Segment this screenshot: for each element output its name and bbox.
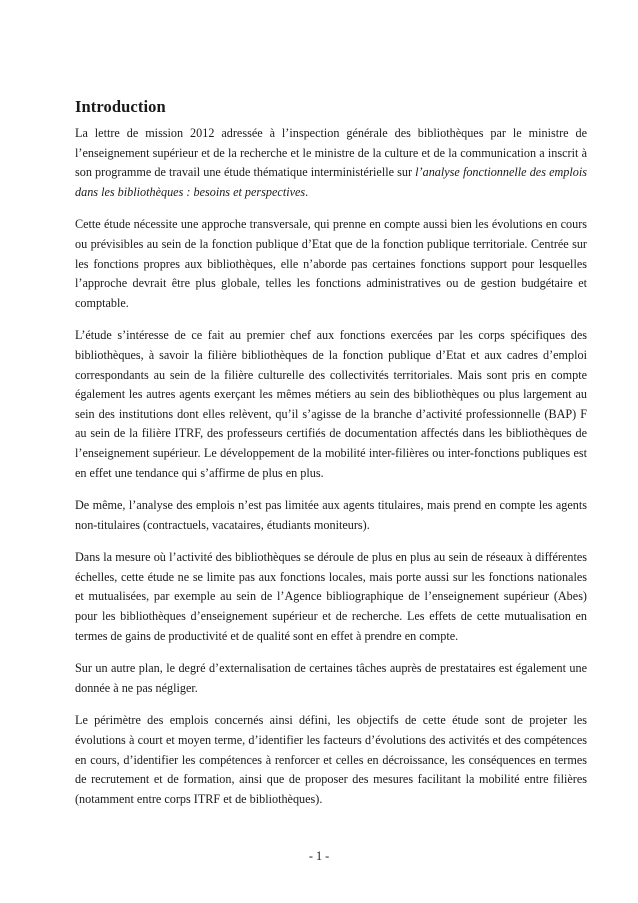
paragraph-5: Dans la mesure où l’activité des bibliothèques se déroule de plus en plus au sein de réseaux à différentes échelles, cette étude ne se limite pas aux fonctions locales, mais porte aussi sur les fonctions nationales et mutualisées, par exemple au sein de l’Agence bibliographique de l’enseignement supérieur (Abes) pour les bibliothèques d’enseignement supérieur et de recherche. Les effets de cette mutualisation en termes de gains de productivité et de qualité sont en effet à prendre en compte. <box>75 550 587 643</box>
paragraph-1-end: . <box>305 184 309 199</box>
paragraph-3: L’étude s’intéresse de ce fait au premier chef aux fonctions exercées par les corps spécifiques des bibliothèques, à savoir la filière bibliothèques de la fonction publique d’Etat et aux cadres d’emploi correspondants au sein de la filière culturelle des collectivités territoriales. Mais sont pris en compte également les autres agents exerçant les mêmes métiers au sein des bibliothèques ou plus largement au sein des institutions dont elles relèvent, qu’il s’agisse de la branche d’activité professionnelle (BAP) F au sein de la filière ITRF, des professeurs certifiés de documentation affectés dans les bibliothèques de l’enseignement supérieur. Le développement de la mobilité inter-filières ou inter-fonctions publiques est en effet une tendance qui s’affirme de plus en plus. <box>75 328 587 480</box>
study-title-italic: l’analyse fonctionnelle des emplois dans les bibliothèques : besoins et perspectives <box>75 165 587 199</box>
paragraph-4: De même, l’analyse des emplois n’est pas limitée aux agents titulaires, mais prend en compte les agents non-titulaires (contractuels, vacataires, étudiants moniteurs). <box>75 498 587 532</box>
paragraph-2: Cette étude nécessite une approche transversale, qui prenne en compte aussi bien les évolutions en cours ou prévisibles au sein de la fonction publique d’Etat que de la fonction publique territoriale. Centrée sur les fonctions propres aux bibliothèques, elle n’aborde pas certaines fonctions support pour lesquelles l’approche devrait être plus globale, telles les fonctions administratives ou de gestion budgétaire et comptable. <box>75 217 587 310</box>
paragraph-7: Le périmètre des emplois concernés ainsi défini, les objectifs de cette étude sont de projeter les évolutions à court et moyen terme, d’identifier les facteurs d’évolutions des activités et des compétences en cours, d’identifier les compétences à renforcer et celles en décroissance, les conséquences en termes de recrutement et de formation, ainsi que de proposer des mesures facilitant la mobilité entre filières (notamment entre corps ITRF et de bibliothèques). <box>75 713 587 806</box>
paragraph-1-text: La lettre de mission 2012 adressée à l’inspection générale des bibliothèques par le ministre de l’enseignement supérieur et de la recherche et le ministre de la culture et de la communication a inscrit à son programme de travail une étude thématique interministérielle sur <box>75 126 587 180</box>
document-body <box>75 96 587 822</box>
section-heading: Introduction <box>75 97 166 116</box>
page-number: - 1 - <box>308 849 330 863</box>
paragraph-6: Sur un autre plan, le degré d’externalisation de certaines tâches auprès de prestataires est également une donnée à ne pas négliger. <box>75 661 587 695</box>
paragraph-1 <box>75 124 587 202</box>
